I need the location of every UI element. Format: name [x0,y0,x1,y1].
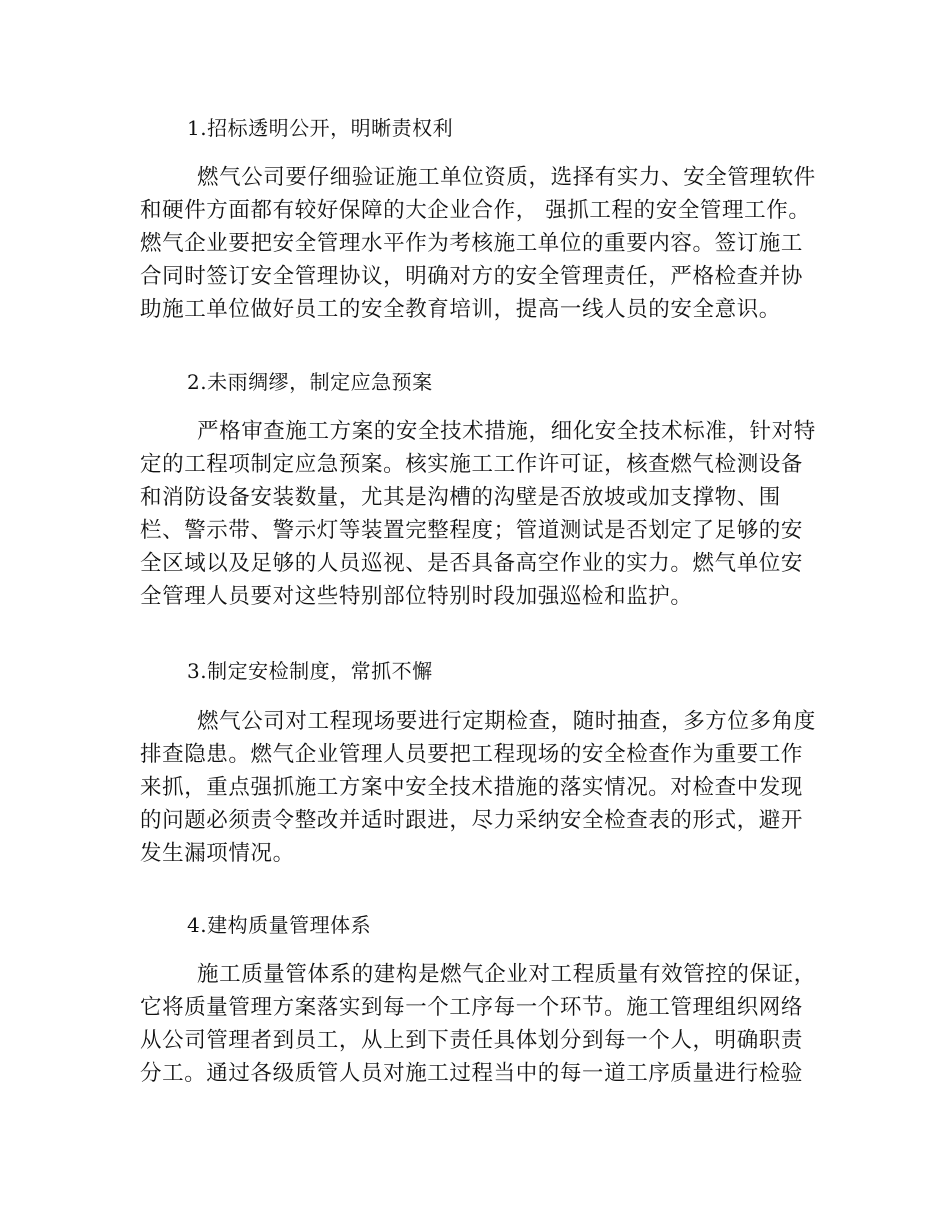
paragraph-line: 的问题必须责令整改并适时跟进，尽力采纳安全检查表的形式，避开 [140,808,804,833]
paragraph-line: 分工。通过各级质管人员对施工过程当中的每一道工序质量进行检验 [140,1061,804,1086]
paragraph-line: 助施工单位做好员工的安全教育培训，提高一线人员的安全意识。 [140,297,781,322]
paragraph-line: 和硬件方面都有较好保障的大企业合作， 强抓工程的安全管理工作。 [140,198,811,223]
paragraph-line: 全区域以及足够的人员巡视、是否具备高空作业的实力。燃气单位安 [140,551,804,576]
section-heading-4: 4.建构质量管理体系 [187,913,372,937]
section-paragraph-4 [140,958,816,1090]
paragraph-line: 全管理人员要对这些特别部位特别时段加强巡检和监护。 [140,584,693,609]
section-heading-3: 3.制定安检制度，常抓不懈 [187,659,433,683]
paragraph-line: 燃气公司对工程现场要进行定期检查，随时抽查，多方位多角度 [197,709,816,734]
paragraph-line: 和消防设备安装数量，尤其是沟槽的沟壁是否放坡或加支撑物、围 [140,485,781,510]
paragraph-line: 严格审查施工方案的安全技术措施，细化安全技术标准，针对特 [197,419,816,444]
section-paragraph-1 [140,161,816,326]
paragraph-line: 施工质量管体系的建构是燃气企业对工程质量有效管控的保证， [197,962,816,987]
paragraph-line: 排查隐患。燃气企业管理人员要把工程现场的安全检查作为重要工作 [140,742,804,767]
paragraph-line: 发生漏项情况。 [140,841,295,866]
paragraph-line: 它将质量管理方案落实到每一个工序每一个环节。施工管理组织网络 [140,995,804,1020]
section-heading-2: 2.未雨绸缪，制定应急预案 [187,370,433,394]
paragraph-line: 合同时签订安全管理协议，明确对方的安全管理责任，严格检查并协 [140,264,804,289]
paragraph-line: 燃气公司要仔细验证施工单位资质，选择有实力、安全管理软件 [197,165,816,190]
paragraph-line: 燃气企业要把安全管理水平作为考核施工单位的重要内容。签订施工 [140,231,804,256]
paragraph-line: 栏、警示带、警示灯等装置完整程度；管道测试是否划定了足够的安 [140,518,804,543]
section-paragraph-2 [140,415,816,613]
paragraph-line: 来抓，重点强抓施工方案中安全技术措施的落实情况。对检查中发现 [140,775,804,800]
section-paragraph-3 [140,705,816,870]
paragraph-line: 从公司管理者到员工，从上到下责任具体划分到每一个人，明确职责 [140,1028,804,1053]
paragraph-line: 定的工程项制定应急预案。核实施工工作许可证，核查燃气检测设备 [140,452,804,477]
section-heading-1: 1.招标透明公开，明晰责权利 [187,116,454,140]
